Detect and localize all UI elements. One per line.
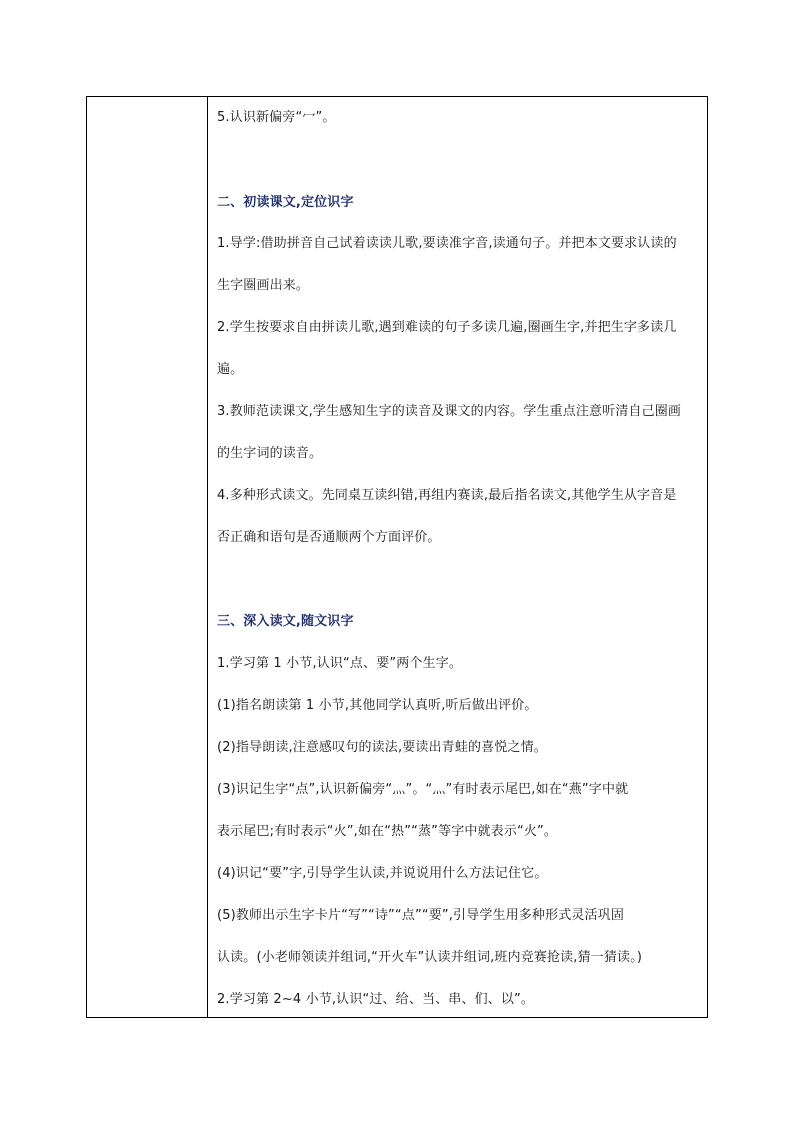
- section-2-step-1-line-2: 生字圈画出来。: [217, 278, 310, 293]
- item-5-new-radical: 5.认识新偏旁“冖”。: [217, 110, 336, 125]
- section-2-step-2-line-2: 遍。: [217, 362, 244, 377]
- section-3-step-1-b: (2)指导朗读,注意感叹句的读法,要读出青蛙的喜悦之情。: [217, 740, 547, 755]
- section-2-step-4-line-2: 否正确和语句是否通顺两个方面评价。: [217, 530, 441, 545]
- section-2-step-4-line-1: 4.多种形式读文。先同桌互读纠错,再组内赛读,最后指名读文,其他学生从字音是: [217, 488, 677, 503]
- section-3-step-1-e-line-1: (5)教师出示生字卡片“写”“诗”“点”“要”,引导学生用多种形式灵活巩固: [217, 908, 624, 923]
- section-3-step-1-e-line-2: 认读。(小老师领读并组词,“开火车”认读并组词,班内竞赛抢读,猜一猜读。): [217, 950, 643, 965]
- section-2-step-2-line-1: 2.学生按要求自由拼读儿歌,遇到难读的句子多读几遍,圈画生字,并把生字多读几: [217, 320, 677, 335]
- section-3-heading: 三、深入读文,随文识字: [217, 614, 354, 629]
- section-2-step-1-line-1: 1.导学:借助拼音自己试着读读儿歌,要读准字音,读通句子。并把本文要求认读的: [217, 236, 677, 251]
- section-2-step-3-line-2: 的生字词的读音。: [217, 446, 323, 461]
- section-3-step-1-d: (4)识记“要”字,引导学生认读,并说说用什么方法记住它。: [217, 866, 548, 881]
- section-2-step-3-line-1: 3.教师范读课文,学生感知生字的读音及课文的内容。学生重点注意听清自己圈画: [217, 404, 682, 419]
- section-3-step-1-a: (1)指名朗读第 1 小节,其他同学认真听,听后做出评价。: [217, 698, 538, 713]
- section-3-step-1-c-line-2: 表示尾巴;有时表示“火”,如在“热”“蒸”等字中就表示“火”。: [217, 824, 558, 839]
- section-3-step-1: 1.学习第 1 小节,认识“点、要”两个生字。: [217, 656, 462, 671]
- section-3-step-1-c-line-1: (3)识记生字“点”,认识新偏旁“灬”。“灬”有时表示尾巴,如在“燕”字中就: [217, 782, 629, 797]
- lesson-table: [86, 96, 708, 1018]
- column-divider: [207, 97, 208, 1017]
- section-3-step-2: 2.学习第 2~4 小节,认识“过、给、当、串、们、以”。: [217, 992, 535, 1007]
- section-2-heading: 二、初读课文,定位识字: [217, 195, 354, 210]
